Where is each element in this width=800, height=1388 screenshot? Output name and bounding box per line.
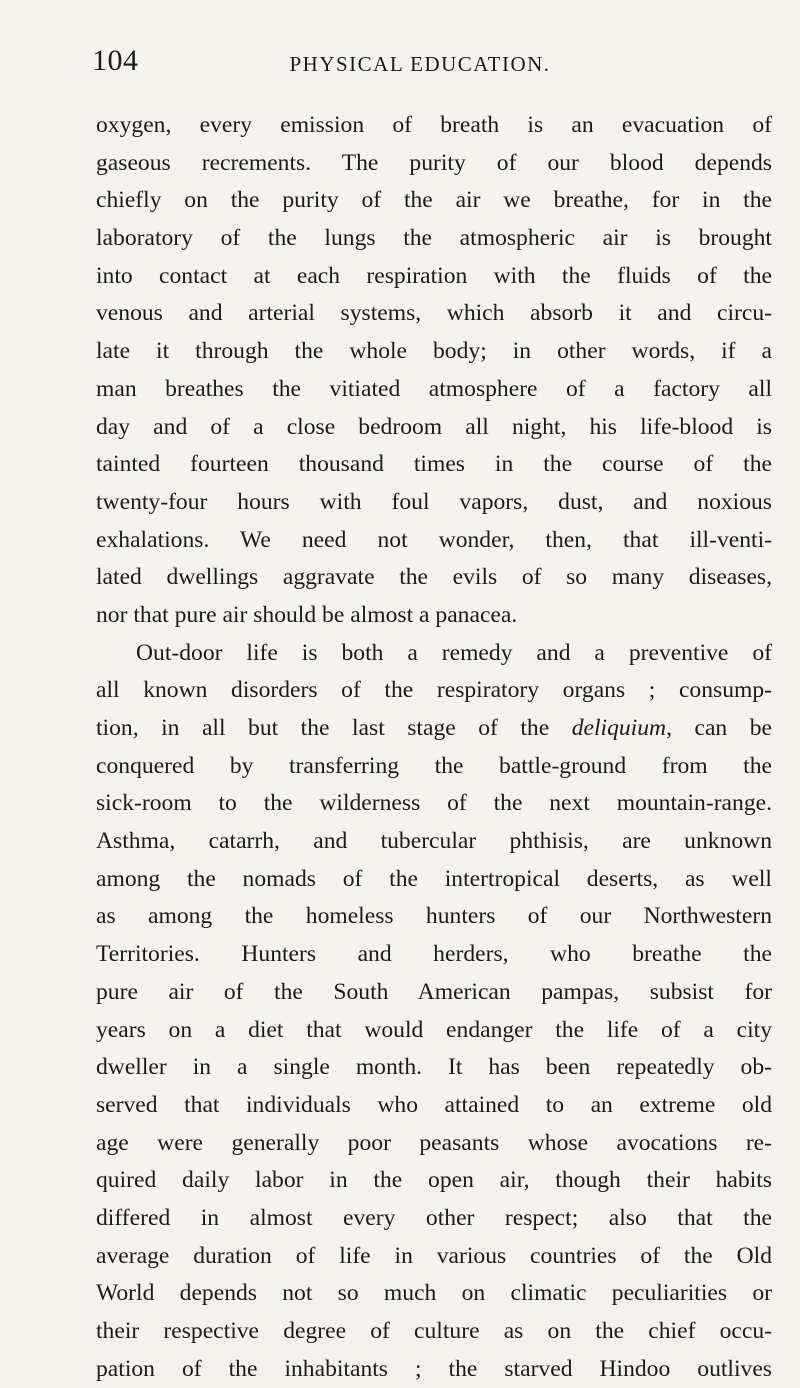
text-line: sick-room to the wilderness of the next mountain-range. (96, 790, 772, 817)
text-line: day and of a close bedroom all night, his life-blood is (96, 413, 772, 440)
text-line: age were generally poor peasants whose avocations re- (96, 1129, 772, 1156)
text-line: served that individuals who attained to an extreme old (96, 1091, 772, 1118)
text-line: Out-door life is both a remedy and a preventive of (136, 639, 772, 666)
text-line: exhalations. We need not wonder, then, that ill-venti- (96, 526, 772, 553)
text-line: nor that pure air should be almost a panacea. (96, 601, 518, 628)
page-number: 104 (92, 44, 139, 77)
text-line: gaseous recrements. The purity of our blood depends (96, 149, 772, 176)
text-line: their respective degree of culture as on the chief occu- (96, 1318, 772, 1344)
text-line: pation of the inhabitants ; the starved Hindoo outlives (96, 1355, 772, 1382)
italic-term: deliquium (571, 715, 667, 741)
text-line: among the nomads of the intertropical deserts, as well (96, 865, 772, 892)
text-line: average duration of life in various countries of the Old (96, 1242, 772, 1269)
text-line: laboratory of the lungs the atmospheric air is brought (96, 225, 772, 252)
text-line: man breathes the vitiated atmosphere of a factory all (96, 375, 772, 402)
text-line: as among the homeless hunters of our Northwestern (96, 903, 772, 930)
text-line: pure air of the South American pampas, subsist for (96, 978, 772, 1005)
page-header (0, 44, 800, 84)
text-line: chiefly on the purity of the air we breathe, for in the (96, 187, 772, 214)
running-head: PHYSICAL EDUCATION. (289, 52, 551, 76)
text-line: conquered by transferring the battle-ground from the (96, 752, 772, 779)
text-line-with-italic (96, 710, 772, 748)
text-line: all known disorders of the respiratory organs ; consump- (96, 677, 772, 704)
text-line: Territories. Hunters and herders, who breathe the (96, 941, 772, 968)
text-segment: , can be (666, 715, 772, 741)
text-line: tainted fourteen thousand times in the course of the (96, 451, 772, 478)
text-line: World depends not so much on climatic peculiarities or (96, 1280, 772, 1307)
body-text (96, 107, 772, 1388)
text-segment: tion, in all but the last stage of the (96, 715, 572, 741)
text-line: Asthma, catarrh, and tubercular phthisis, are unknown (96, 828, 772, 855)
text-line: venous and arterial systems, which absorb it and circu- (96, 300, 772, 327)
text-line: oxygen, every emission of breath is an evacuation of (96, 112, 772, 138)
text-line: years on a diet that would endanger the life of a city (96, 1016, 772, 1043)
text-line: dweller in a single month. It has been repeatedly ob- (96, 1054, 772, 1081)
text-line: into contact at each respiration with the fluids of the (96, 262, 772, 289)
text-line: differed in almost every other respect; also that the (96, 1204, 772, 1231)
text-line: twenty-four hours with foul vapors, dust, and noxious (96, 488, 772, 515)
text-line: quired daily labor in the open air, though their habits (96, 1167, 772, 1194)
text-line: late it through the whole body; in other words, if a (96, 338, 772, 365)
text-line: lated dwellings aggravate the evils of so many diseases, (96, 564, 772, 591)
